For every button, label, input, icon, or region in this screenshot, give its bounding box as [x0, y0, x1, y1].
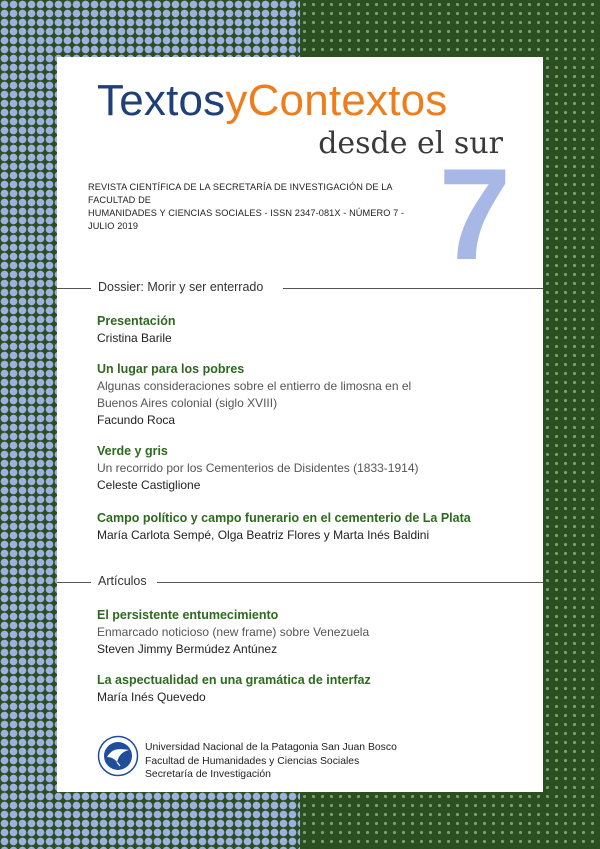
masthead — [88, 181, 428, 233]
cover-card — [57, 57, 543, 792]
logo-y: y — [225, 76, 248, 125]
article-item — [97, 443, 517, 494]
article-author: Cristina Barile — [97, 331, 172, 345]
dossier-heading: Dossier: Morir y ser enterrado — [98, 280, 269, 294]
article-item — [97, 361, 437, 429]
article-subtitle: Un recorrido por los Cementerios de Disidentes (1833-1914) — [97, 461, 419, 475]
secretariat-name: Secretaría de Investigación — [145, 769, 271, 780]
university-name: Universidad Nacional de la Patagonia San Juan Bosco — [145, 742, 397, 753]
article-title: La aspectualidad en una gramática de interfaz — [97, 673, 371, 687]
article-item — [97, 607, 517, 658]
logo-subtitle: desde el sur — [318, 126, 503, 161]
divider-line — [157, 582, 543, 583]
divider-line — [57, 582, 91, 583]
article-item — [97, 510, 517, 544]
article-author: Steven Jimmy Bermúdez Antúnez — [97, 642, 278, 656]
masthead-line-1: REVISTA CIENTÍFICA DE LA SECRETARÍA DE INVESTIGACIÓN DE LA FACULTAD DE — [88, 182, 393, 205]
logo-textos: Textos — [97, 76, 226, 125]
article-title: Presentación — [97, 314, 176, 328]
articulos-header — [57, 572, 543, 592]
article-subtitle: Algunas consideraciones sobre el entierro de limosna en el Buenos Aires colonial (siglo XVIII) — [97, 379, 412, 410]
dossier-header — [57, 278, 543, 298]
article-author: María Inés Quevedo — [97, 690, 206, 704]
article-author: Celeste Castiglione — [97, 478, 201, 492]
masthead-line-2: HUMANIDADES Y CIENCIAS SOCIALES - ISSN 2347-081X - NÚMERO 7 - JULIO 2019 — [88, 208, 405, 231]
journal-logo — [97, 77, 448, 125]
divider-line — [283, 288, 543, 289]
divider-line — [57, 288, 91, 289]
article-subtitle: Enmarcado noticioso (new frame) sobre Venezuela — [97, 625, 370, 639]
article-item — [97, 313, 517, 347]
article-item — [97, 672, 517, 706]
article-title: Un lugar para los pobres — [97, 362, 245, 376]
university-seal-icon — [97, 735, 139, 777]
article-title: Campo político y campo funerario en el cementerio de La Plata — [97, 511, 471, 525]
logo-contextos: Contextos — [247, 76, 448, 125]
issue-number: 7 — [438, 141, 511, 287]
article-author: María Carlota Sempé, Olga Beatriz Flores y Marta Inés Baldini — [97, 528, 430, 542]
articulos-heading: Artículos — [98, 574, 153, 588]
university-text — [145, 741, 397, 782]
university-block — [97, 735, 517, 785]
faculty-name: Facultad de Humanidades y Ciencias Sociales — [145, 755, 360, 767]
article-title: Verde y gris — [97, 444, 168, 458]
article-author: Facundo Roca — [97, 413, 176, 427]
article-title: El persistente entumecimiento — [97, 608, 279, 622]
